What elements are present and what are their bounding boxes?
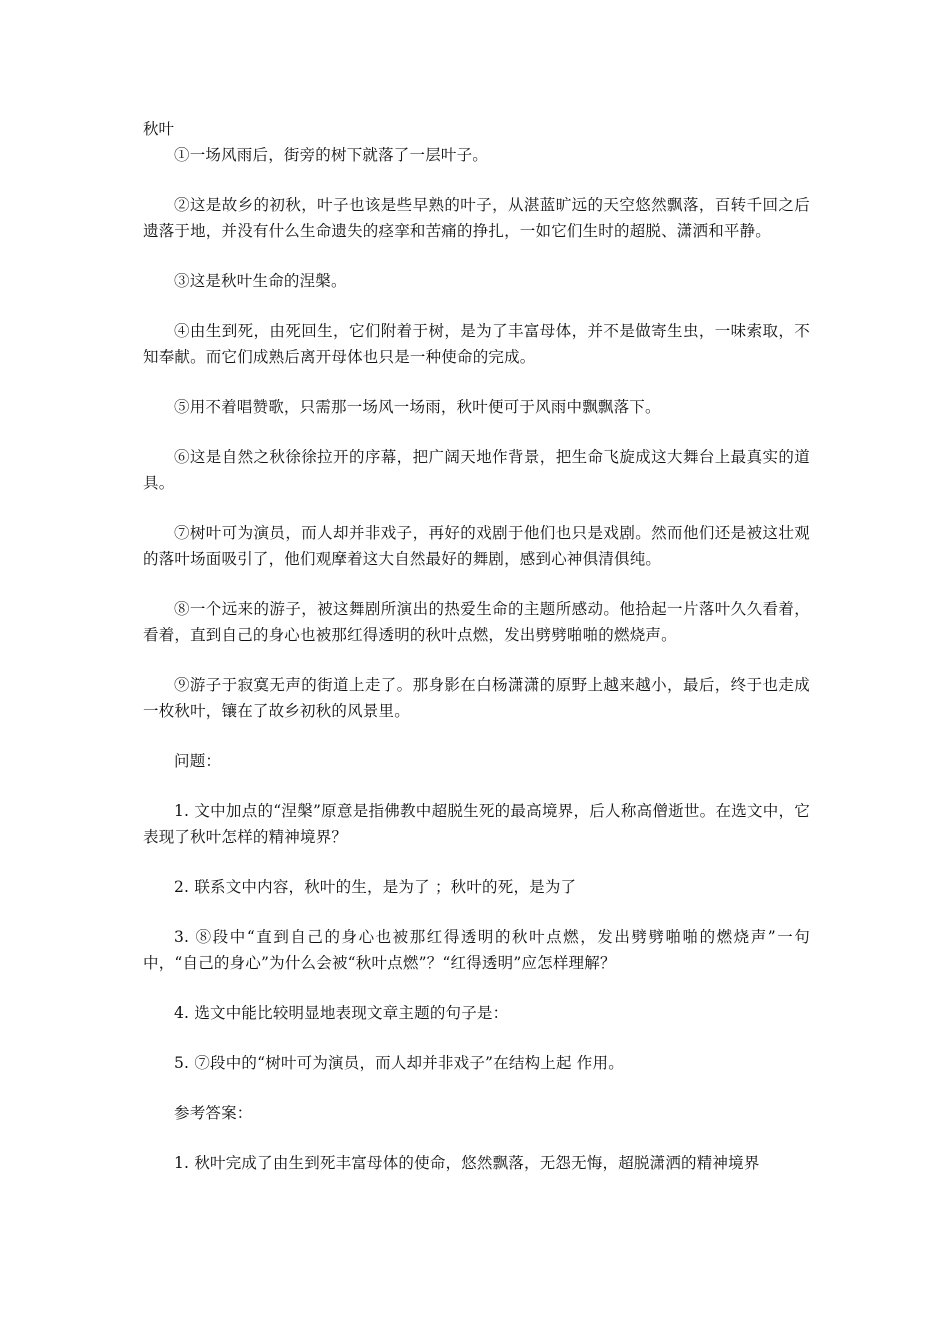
paragraph-2: ②这是故乡的初秋，叶子也该是些早熟的叶子，从湛蓝旷远的天空悠然飘落，百转千回之后遗落于地，并没有什么生命遗失的痉挛和苦痛的挣扎，一如它们生时的超脱、潇洒和平静。 — [143, 196, 810, 240]
paragraph-7: ⑦树叶可为演员，而人却并非戏子，再好的戏剧于他们也只是戏剧。然而他们还是被这壮观的落叶场面吸引了，他们观摩着这大自然最好的舞剧，感到心神俱清俱纯。 — [143, 524, 810, 568]
paragraph-4: ④由生到死，由死回生，它们附着于树，是为了丰富母体，并不是做寄生虫，一味索取，不知奉献。而它们成熟后离开母体也只是一种使命的完成。 — [143, 322, 810, 366]
paragraph-9: ⑨游子于寂寞无声的街道上走了。那身影在白杨潇潇的原野上越来越小，最后，终于也走成一枚秋叶，镶在了故乡初秋的风景里。 — [143, 676, 810, 720]
paragraph-1: ①一场风雨后，街旁的树下就落了一层叶子。 — [174, 146, 489, 164]
paragraph-6: ⑥这是自然之秋徐徐拉开的序幕，把广阔天地作背景，把生命飞旋成这大舞台上最真实的道具。 — [143, 448, 810, 492]
answer-1: 1. 秋叶完成了由生到死丰富母体的使命，悠然飘落，无怨无悔，超脱潇洒的精神境界 — [174, 1154, 760, 1172]
document-body — [143, 116, 810, 1200]
question-1: 1. 文中加点的“涅槃”原意是指佛教中超脱生死的最高境界，后人称高僧逝世。在选文中，它表现了秋叶怎样的精神境界？ — [143, 802, 810, 846]
questions-heading: 问题： — [174, 752, 222, 770]
paragraph-5: ⑤用不着唱赞歌，只需那一场风一场雨，秋叶便可于风雨中飘飘落下。 — [174, 398, 661, 416]
document-title: 秋叶 — [143, 120, 175, 138]
question-5: 5. ⑦段中的“树叶可为演员，而人却并非戏子”在结构上起 作用。 — [174, 1054, 624, 1072]
question-4: 4. 选文中能比较明显地表现文章主题的句子是： — [174, 1004, 509, 1022]
question-2: 2. 联系文中内容，秋叶的生，是为了 ；秋叶的死，是为了 — [174, 878, 577, 896]
question-3: 3. ⑧段中“直到自己的身心也被那红得透明的秋叶点燃，发出劈劈啪啪的燃烧声”一句中，“自己的身心”为什么会被“秋叶点燃”？“红得透明”应怎样理解？ — [143, 928, 810, 972]
paragraph-8: ⑧一个远来的游子，被这舞剧所演出的热爱生命的主题所感动。他拾起一片落叶久久看着，看着，直到自己的身心也被那红得透明的秋叶点燃，发出劈劈啪啪的燃烧声。 — [143, 600, 810, 644]
answers-heading: 参考答案： — [174, 1104, 253, 1122]
paragraph-3: ③这是秋叶生命的涅槃。 — [174, 272, 347, 290]
